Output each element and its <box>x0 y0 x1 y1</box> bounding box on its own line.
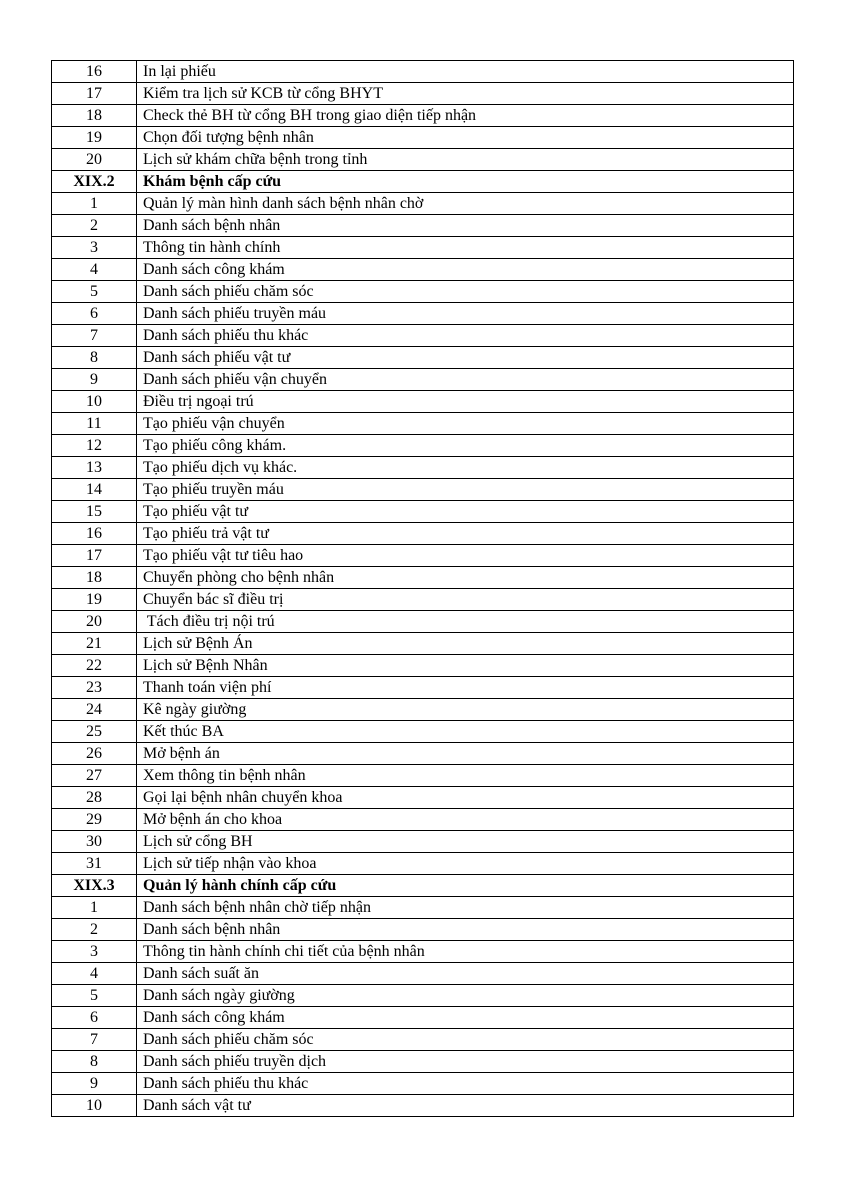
section-row <box>52 171 794 193</box>
table-row <box>52 919 794 941</box>
table-row <box>52 457 794 479</box>
table-row <box>52 1073 794 1095</box>
row-number: 10 <box>52 1095 137 1117</box>
table-row <box>52 105 794 127</box>
function-name: Danh sách phiếu chăm sóc <box>137 1029 794 1051</box>
table-row <box>52 1095 794 1117</box>
function-name: Kiểm tra lịch sử KCB từ cổng BHYT <box>137 83 794 105</box>
function-name: Danh sách phiếu truyền dịch <box>137 1051 794 1073</box>
function-name: Danh sách phiếu thu khác <box>137 325 794 347</box>
table-row <box>52 127 794 149</box>
table-row <box>52 347 794 369</box>
table-row <box>52 1007 794 1029</box>
table-row <box>52 787 794 809</box>
function-name: Danh sách vật tư <box>137 1095 794 1117</box>
function-name: Tạo phiếu truyền máu <box>137 479 794 501</box>
section-number: XIX.2 <box>52 171 137 193</box>
function-name: Lịch sử tiếp nhận vào khoa <box>137 853 794 875</box>
row-number: 9 <box>52 369 137 391</box>
table-row <box>52 215 794 237</box>
row-number: 15 <box>52 501 137 523</box>
table-row <box>52 831 794 853</box>
function-name: Danh sách phiếu vận chuyển <box>137 369 794 391</box>
row-number: 2 <box>52 215 137 237</box>
row-number: 2 <box>52 919 137 941</box>
row-number: 4 <box>52 259 137 281</box>
row-number: 18 <box>52 105 137 127</box>
row-number: 1 <box>52 897 137 919</box>
function-name: Danh sách phiếu vật tư <box>137 347 794 369</box>
table-row <box>52 743 794 765</box>
row-number: 6 <box>52 1007 137 1029</box>
section-row <box>52 875 794 897</box>
row-number: 5 <box>52 985 137 1007</box>
function-name: Lịch sử Bệnh Nhân <box>137 655 794 677</box>
table-row <box>52 545 794 567</box>
function-name: Mở bệnh án <box>137 743 794 765</box>
row-number: 4 <box>52 963 137 985</box>
function-name: Tạo phiếu trả vật tư <box>137 523 794 545</box>
row-number: 12 <box>52 435 137 457</box>
section-number: XIX.3 <box>52 875 137 897</box>
table-row <box>52 237 794 259</box>
function-name: Danh sách suất ăn <box>137 963 794 985</box>
table-row <box>52 897 794 919</box>
table-row <box>52 435 794 457</box>
function-name: In lại phiếu <box>137 61 794 83</box>
function-list-table <box>51 60 794 1117</box>
table-row <box>52 303 794 325</box>
function-name: Danh sách bệnh nhân <box>137 215 794 237</box>
row-number: 26 <box>52 743 137 765</box>
function-name: Lịch sử Bệnh Án <box>137 633 794 655</box>
function-name: Chuyển phòng cho bệnh nhân <box>137 567 794 589</box>
function-name: Tách điều trị nội trú <box>137 611 794 633</box>
function-name: Chọn đối tượng bệnh nhân <box>137 127 794 149</box>
table-row <box>52 809 794 831</box>
row-number: 3 <box>52 237 137 259</box>
function-name: Tạo phiếu vật tư tiêu hao <box>137 545 794 567</box>
table-row <box>52 611 794 633</box>
table-row <box>52 325 794 347</box>
table-row <box>52 523 794 545</box>
row-number: 25 <box>52 721 137 743</box>
function-name: Danh sách phiếu truyền máu <box>137 303 794 325</box>
table-row <box>52 1051 794 1073</box>
table-row <box>52 655 794 677</box>
function-name: Thanh toán viện phí <box>137 677 794 699</box>
section-title: Quản lý hành chính cấp cứu <box>137 875 794 897</box>
row-number: 13 <box>52 457 137 479</box>
table-row <box>52 149 794 171</box>
table-row <box>52 193 794 215</box>
function-name: Thông tin hành chính <box>137 237 794 259</box>
row-number: 30 <box>52 831 137 853</box>
table-row <box>52 369 794 391</box>
table-row <box>52 699 794 721</box>
row-number: 3 <box>52 941 137 963</box>
row-number: 28 <box>52 787 137 809</box>
row-number: 6 <box>52 303 137 325</box>
row-number: 7 <box>52 1029 137 1051</box>
table-row <box>52 61 794 83</box>
function-name: Kết thúc BA <box>137 721 794 743</box>
function-name: Tạo phiếu dịch vụ khác. <box>137 457 794 479</box>
function-name: Danh sách bệnh nhân chờ tiếp nhận <box>137 897 794 919</box>
function-name: Danh sách công khám <box>137 1007 794 1029</box>
row-number: 24 <box>52 699 137 721</box>
function-name: Check thẻ BH từ cổng BH trong giao diện tiếp nhận <box>137 105 794 127</box>
row-number: 31 <box>52 853 137 875</box>
table-row <box>52 1029 794 1051</box>
row-number: 11 <box>52 413 137 435</box>
function-name: Xem thông tin bệnh nhân <box>137 765 794 787</box>
table-row <box>52 853 794 875</box>
table-row <box>52 941 794 963</box>
table-row <box>52 765 794 787</box>
function-name: Tạo phiếu vật tư <box>137 501 794 523</box>
table-row <box>52 413 794 435</box>
function-name: Danh sách công khám <box>137 259 794 281</box>
table-row <box>52 633 794 655</box>
row-number: 29 <box>52 809 137 831</box>
row-number: 17 <box>52 83 137 105</box>
table-row <box>52 391 794 413</box>
row-number: 27 <box>52 765 137 787</box>
function-name: Quản lý màn hình danh sách bệnh nhân chờ <box>137 193 794 215</box>
row-number: 18 <box>52 567 137 589</box>
function-name: Danh sách ngày giường <box>137 985 794 1007</box>
row-number: 19 <box>52 589 137 611</box>
row-number: 17 <box>52 545 137 567</box>
section-title: Khám bệnh cấp cứu <box>137 171 794 193</box>
row-number: 7 <box>52 325 137 347</box>
function-name: Danh sách phiếu thu khác <box>137 1073 794 1095</box>
row-number: 20 <box>52 149 137 171</box>
row-number: 10 <box>52 391 137 413</box>
table-row <box>52 479 794 501</box>
function-name: Danh sách bệnh nhân <box>137 919 794 941</box>
table-row <box>52 281 794 303</box>
function-name: Gọi lại bệnh nhân chuyển khoa <box>137 787 794 809</box>
row-number: 9 <box>52 1073 137 1095</box>
table-row <box>52 677 794 699</box>
function-name: Chuyển bác sĩ điều trị <box>137 589 794 611</box>
row-number: 8 <box>52 347 137 369</box>
table-row <box>52 589 794 611</box>
row-number: 19 <box>52 127 137 149</box>
table-row <box>52 259 794 281</box>
function-name: Lịch sử khám chữa bệnh trong tỉnh <box>137 149 794 171</box>
function-name: Kê ngày giường <box>137 699 794 721</box>
table-row <box>52 83 794 105</box>
row-number: 5 <box>52 281 137 303</box>
function-name: Tạo phiếu vận chuyển <box>137 413 794 435</box>
row-number: 14 <box>52 479 137 501</box>
table-row <box>52 721 794 743</box>
function-name: Tạo phiếu công khám. <box>137 435 794 457</box>
table-row <box>52 567 794 589</box>
function-name: Điều trị ngoại trú <box>137 391 794 413</box>
function-list-body <box>52 61 794 1117</box>
table-row <box>52 985 794 1007</box>
row-number: 21 <box>52 633 137 655</box>
row-number: 23 <box>52 677 137 699</box>
row-number: 16 <box>52 523 137 545</box>
row-number: 16 <box>52 61 137 83</box>
table-row <box>52 501 794 523</box>
function-name: Thông tin hành chính chi tiết của bệnh nhân <box>137 941 794 963</box>
row-number: 20 <box>52 611 137 633</box>
function-name: Lịch sử cổng BH <box>137 831 794 853</box>
row-number: 8 <box>52 1051 137 1073</box>
table-row <box>52 963 794 985</box>
function-name: Danh sách phiếu chăm sóc <box>137 281 794 303</box>
row-number: 22 <box>52 655 137 677</box>
function-name: Mở bệnh án cho khoa <box>137 809 794 831</box>
row-number: 1 <box>52 193 137 215</box>
